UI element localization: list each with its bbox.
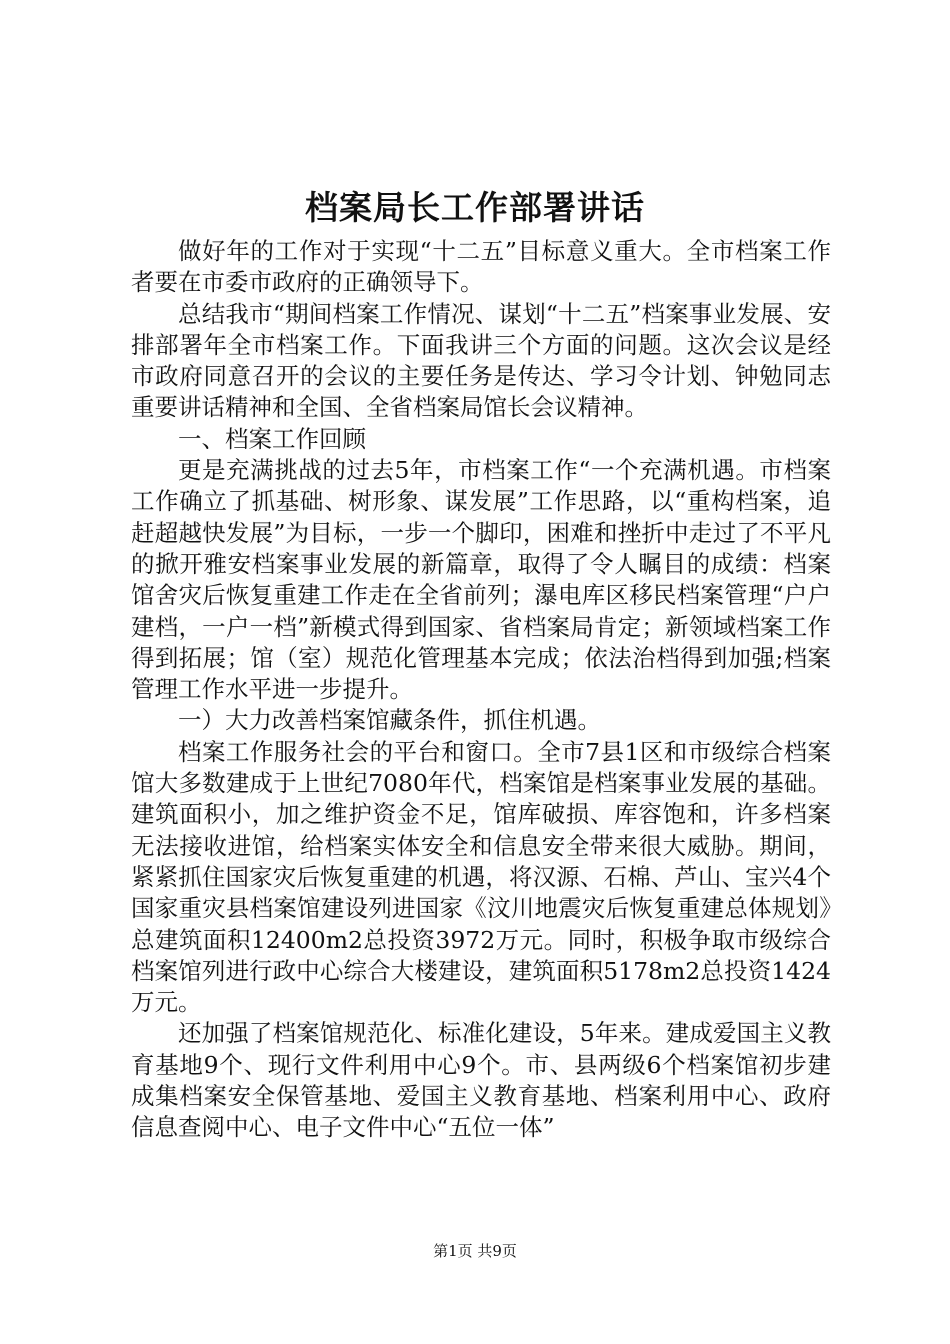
paragraph-3: 更是充满挑战的过去5年，市档案工作“一个充满机遇。市档案工作确立了抓基础、树形象、谋发展”工作思路，以“重构档案，追赶超越快发展”为目标，一步一个脚印，困难和挫折中走过了不平凡的掀开雅安档案事业发展的新篇章，取得了令人瞩目的成绩：档案馆舍灾后恢复重建工作走在全省前列；瀑电库区移民档案管理“户户建档，一户一档”新模式得到国家、省档案局肯定；新领域档案工作得到拓展；馆（室）规范化管理基本完成；依法治档得到加强;档案管理工作水平进一步提升。 [131, 456, 831, 704]
paragraph-5: 还加强了档案馆规范化、标准化建设，5年来。建成爱国主义教育基地9个、现行文件利用中心9个。市、县两级6个档案馆初步建成集档案安全保管基地、爱国主义教育基地、档案利用中心、政府信息查阅中心、电子文件中心“五位一体” [131, 1019, 831, 1142]
subsection-heading-1: 一）大力改善档案馆藏条件，抓住机遇。 [178, 706, 601, 735]
page-number-footer: 第1页 共9页 [433, 1242, 517, 1260]
paragraph-1: 做好年的工作对于实现“十二五”目标意义重大。全市档案工作者要在市委市政府的正确领导下。 [131, 237, 831, 297]
paragraph-2: 总结我市“期间档案工作情况、谋划“十二五”档案事业发展、安排部署年全市档案工作。下面我讲三个方面的问题。这次会议是经市政府同意召开的会议的主要任务是传达、学习令计划、钟勉同志重要讲话精神和全国、全省档案局馆长会议精神。 [131, 299, 831, 422]
document-body [131, 236, 831, 1144]
document-title: 档案局长工作部署讲话 [305, 188, 645, 227]
paragraph-4: 档案工作服务社会的平台和窗口。全市7县1区和市级综合档案馆大多数建成于上世纪7080年代，档案馆是档案事业发展的基础。建筑面积小，加之维护资金不足，馆库破损、库容饱和，许多档案无法接收进馆，给档案实体安全和信息安全带来很大威胁。期间，紧紧抓住国家灾后恢复重建的机遇，将汉源、石棉、芦山、宝兴4个国家重灾县档案馆建设列进国家《汶川地震灾后恢复重建总体规划》总建筑面积12400m2总投资3972万元。同时，积极争取市级综合档案馆列进行政中心综合大楼建设，建筑面积5178m2总投资1424万元。 [131, 737, 831, 1017]
section-heading-review: 一、档案工作回顾 [178, 424, 366, 453]
